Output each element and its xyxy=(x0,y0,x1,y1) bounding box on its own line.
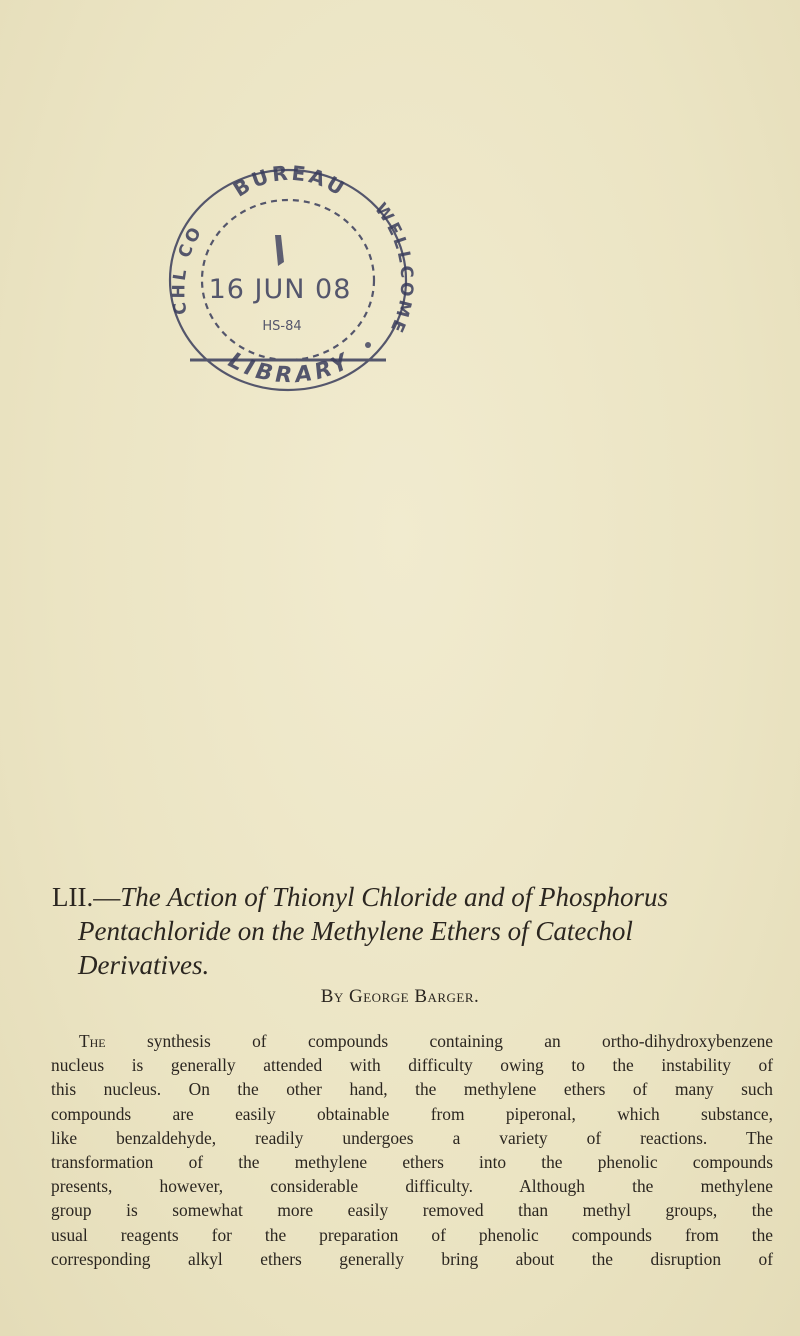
body-line: transformation of the methylene ethers into the phenolic compounds xyxy=(51,1152,773,1173)
body-lead-word: The xyxy=(79,1031,106,1051)
stamp-date: 16 JUN 08 xyxy=(208,274,352,305)
title-line-1 xyxy=(52,880,772,914)
article-title xyxy=(52,880,772,982)
body-line: compounds are easily obtainable from piperonal, which substance, xyxy=(51,1103,773,1124)
library-stamp xyxy=(150,150,420,400)
stamp-bottom-arc-text: LIBRARY xyxy=(224,347,356,389)
stamp-feather-mark xyxy=(275,235,284,266)
body-line: nucleus is generally attended with difficulty owing to the instability of xyxy=(51,1055,773,1076)
body-line: presents, however, considerable difficulty. Although the methylene xyxy=(51,1176,773,1197)
stamp-right-arc-text: WELLCOME xyxy=(370,199,417,338)
stamp-top-arc-text: BUREAU xyxy=(228,160,352,202)
body-line: The synthesis of compounds containing an ortho-dihydroxybenzene xyxy=(79,1031,773,1051)
title-text-3: Derivatives. xyxy=(78,950,210,980)
body-line: like benzaldehyde, readily undergoes a variety of reactions. The xyxy=(51,1127,773,1148)
body-line: usual reagents for the preparation of phenolic compounds from the xyxy=(51,1224,773,1245)
author-byline: By George Barger. xyxy=(320,986,480,1007)
stamp-star-mark xyxy=(365,342,371,348)
body-line: this nucleus. On the other hand, the methylene ethers of many such xyxy=(51,1079,773,1100)
article-body xyxy=(51,1029,773,1271)
article-number: LII.— xyxy=(52,882,121,912)
title-line-3 xyxy=(78,948,772,982)
title-line-2 xyxy=(78,914,772,948)
title-text-2: Pentachloride on the Methylene Ethers of Catechol xyxy=(78,916,633,946)
stamp-left-arc-text: CHL CO xyxy=(169,221,208,317)
title-text-1: The Action of Thionyl Chloride and of Phosphorus xyxy=(120,882,668,912)
library-stamp-graphic xyxy=(150,150,420,400)
body-line: group is somewhat more easily removed than methyl groups, the xyxy=(51,1200,773,1221)
body-line: corresponding alkyl ethers generally bring about the disruption of xyxy=(51,1248,773,1269)
stamp-code: HS-84 xyxy=(262,319,302,334)
